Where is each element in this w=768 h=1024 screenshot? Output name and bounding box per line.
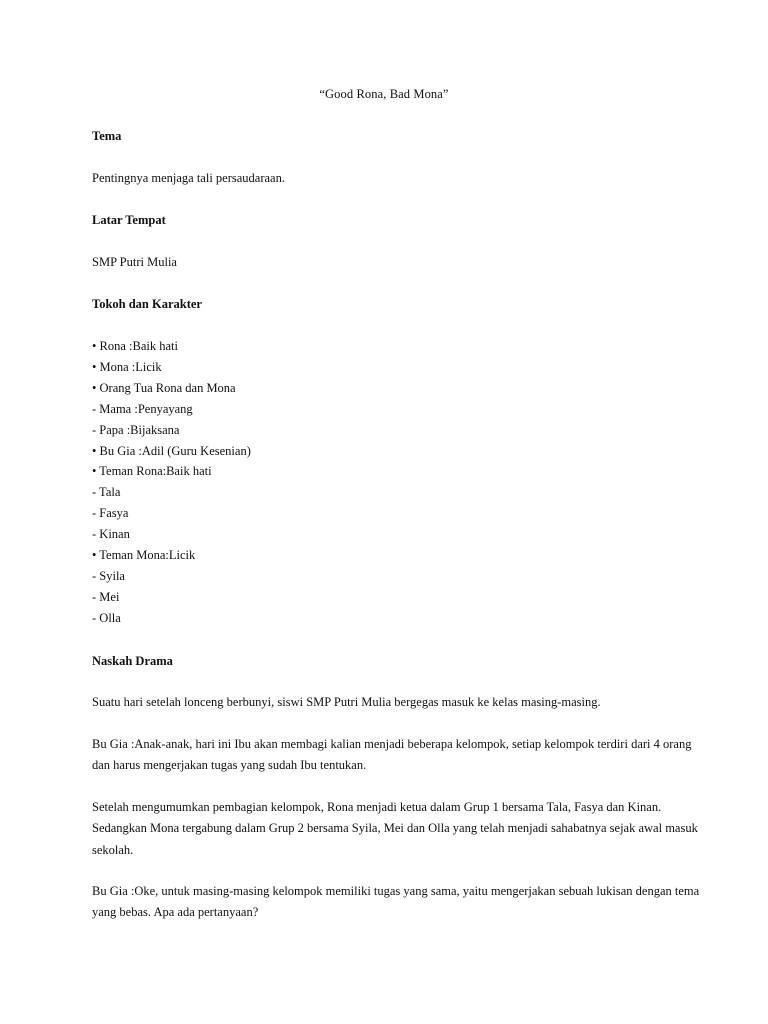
list-item: - Papa :Bijaksana [92,422,180,437]
list-item: • Teman Rona:Baik hati [92,464,212,479]
list-item: - Tala [92,485,121,500]
tokoh-list [92,336,712,629]
list-item: - Syila [92,568,125,583]
list-item: - Kinan [92,527,130,542]
text-latar-tempat: SMP Putri Mulia [92,255,177,269]
paragraph-3: Setelah mengumumkan pembagian kelompok, Rona menjadi ketua dalam Grup 1 bersama Tala, Fasya dan Kinan. Sedangkan Mona tergabung dalam Grup 2 bersama Syila, Mei dan Olla yang telah menjadi sahabatnya sejak awal masuk sekolah. [92,800,698,857]
list-item: • Teman Mona:Licik [92,548,196,563]
heading-tema: Tema [92,129,122,143]
list-item: • Orang Tua Rona dan Mona [92,380,236,395]
heading-naskah-drama: Naskah Drama [92,654,173,668]
paragraph-4: Bu Gia :Oke, untuk masing-masing kelompok memiliki tugas yang sama, yaitu mengerjakan sebuah lukisan dengan tema yang bebas. Apa ada pertanyaan? [92,884,700,920]
list-item: - Mei [92,589,120,604]
heading-latar-tempat: Latar Tempat [92,213,166,227]
list-item: - Olla [92,610,121,625]
paragraph-1: Suatu hari setelah lonceng berbunyi, siswi SMP Putri Mulia bergegas masuk ke kelas masing-masing. [92,695,601,709]
list-item: - Mama :Penyayang [92,401,193,416]
paragraph-2: Bu Gia :Anak-anak, hari ini Ibu akan membagi kalian menjadi beberapa kelompok, setiap kelompok terdiri dari 4 orang dan harus mengerjakan tugas yang sudah Ibu tentukan. [92,737,692,773]
list-item: - Fasya [92,506,129,521]
text-tema: Pentingnya menjaga tali persaudaraan. [92,171,285,185]
list-item: • Bu Gia :Adil (Guru Kesenian) [92,443,251,458]
document-title: “Good Rona, Bad Mona” [319,87,449,101]
list-item: • Mona :Licik [92,359,162,374]
list-item: • Rona :Baik hati [92,339,178,353]
heading-tokoh: Tokoh dan Karakter [92,297,202,311]
